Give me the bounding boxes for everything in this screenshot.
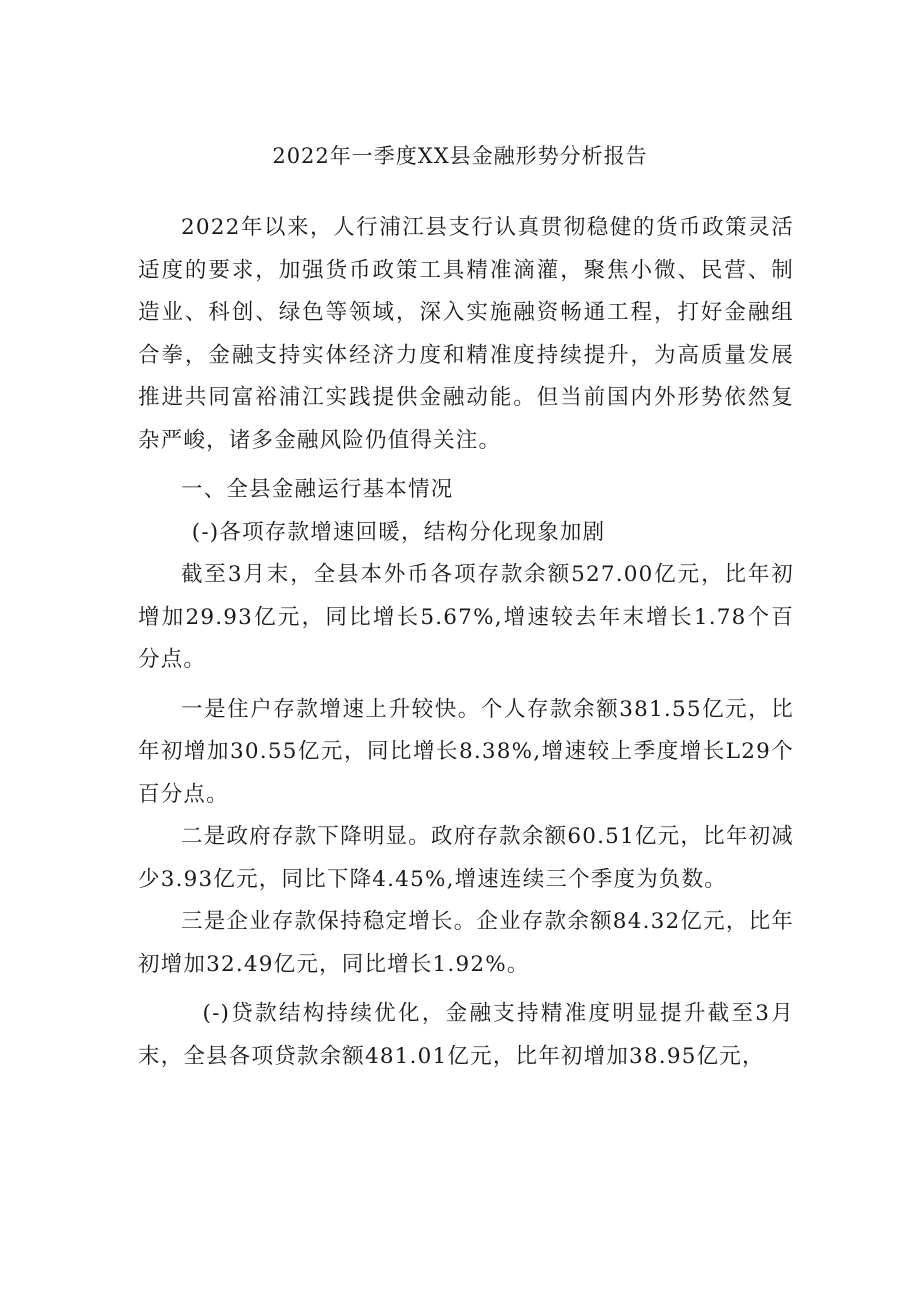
enterprise-deposits-paragraph: 三是企业存款保持稳定增长。企业存款余额84.32亿元，比年初增加32.49亿元，同比增长1.92%。 [138,909,794,977]
subsection-heading-deposits: (-)各项存款增速回暖，结构分化现象加剧 [191,519,606,545]
section-heading-1: 一、全县金融运行基本情况 [181,477,454,502]
document-title: 2022年一季度XX县金融形势分析报告 [272,144,648,168]
government-deposits-paragraph: 二是政府存款下降明显。政府存款余额60.51亿元，比年初减少3.93亿元，同比下降4.45%,增速连续三个季度为负数。 [138,824,794,892]
document-body [138,207,794,1078]
intro-paragraph: 2022年以来，人行浦江县支行认真贯彻稳健的货币政策灵活适度的要求，加强货币政策工具精准滴灌，聚焦小微、民营、制造业、科创、绿色等领域，深入实施融资畅通工程，打好金融组合拳，金融支持实体经济力度和精准度持续提升，为高质量发展推进共同富裕浦江实践提供金融动能。但当前国内外形势依然复杂严峻，诸多金融风险仍值得关注。 [138,215,794,453]
loans-paragraph: (-)贷款结构持续优化，金融支持精准度明显提升截至3月末，全县各项贷款余额481.01亿元，比年初增加38.95亿元， [138,1001,794,1069]
deposits-summary-paragraph: 截至3月末，全县本外币各项存款余额527.00亿元，比年初增加29.93亿元，同比增长5.67%,增速较去年末增长1.78个百分点。 [138,562,794,672]
household-deposits-paragraph: 一是住户存款增速上升较快。个人存款余额381.55亿元，比年初增加30.55亿元，同比增长8.38%,增速较上季度增长L29个百分点。 [138,696,794,807]
